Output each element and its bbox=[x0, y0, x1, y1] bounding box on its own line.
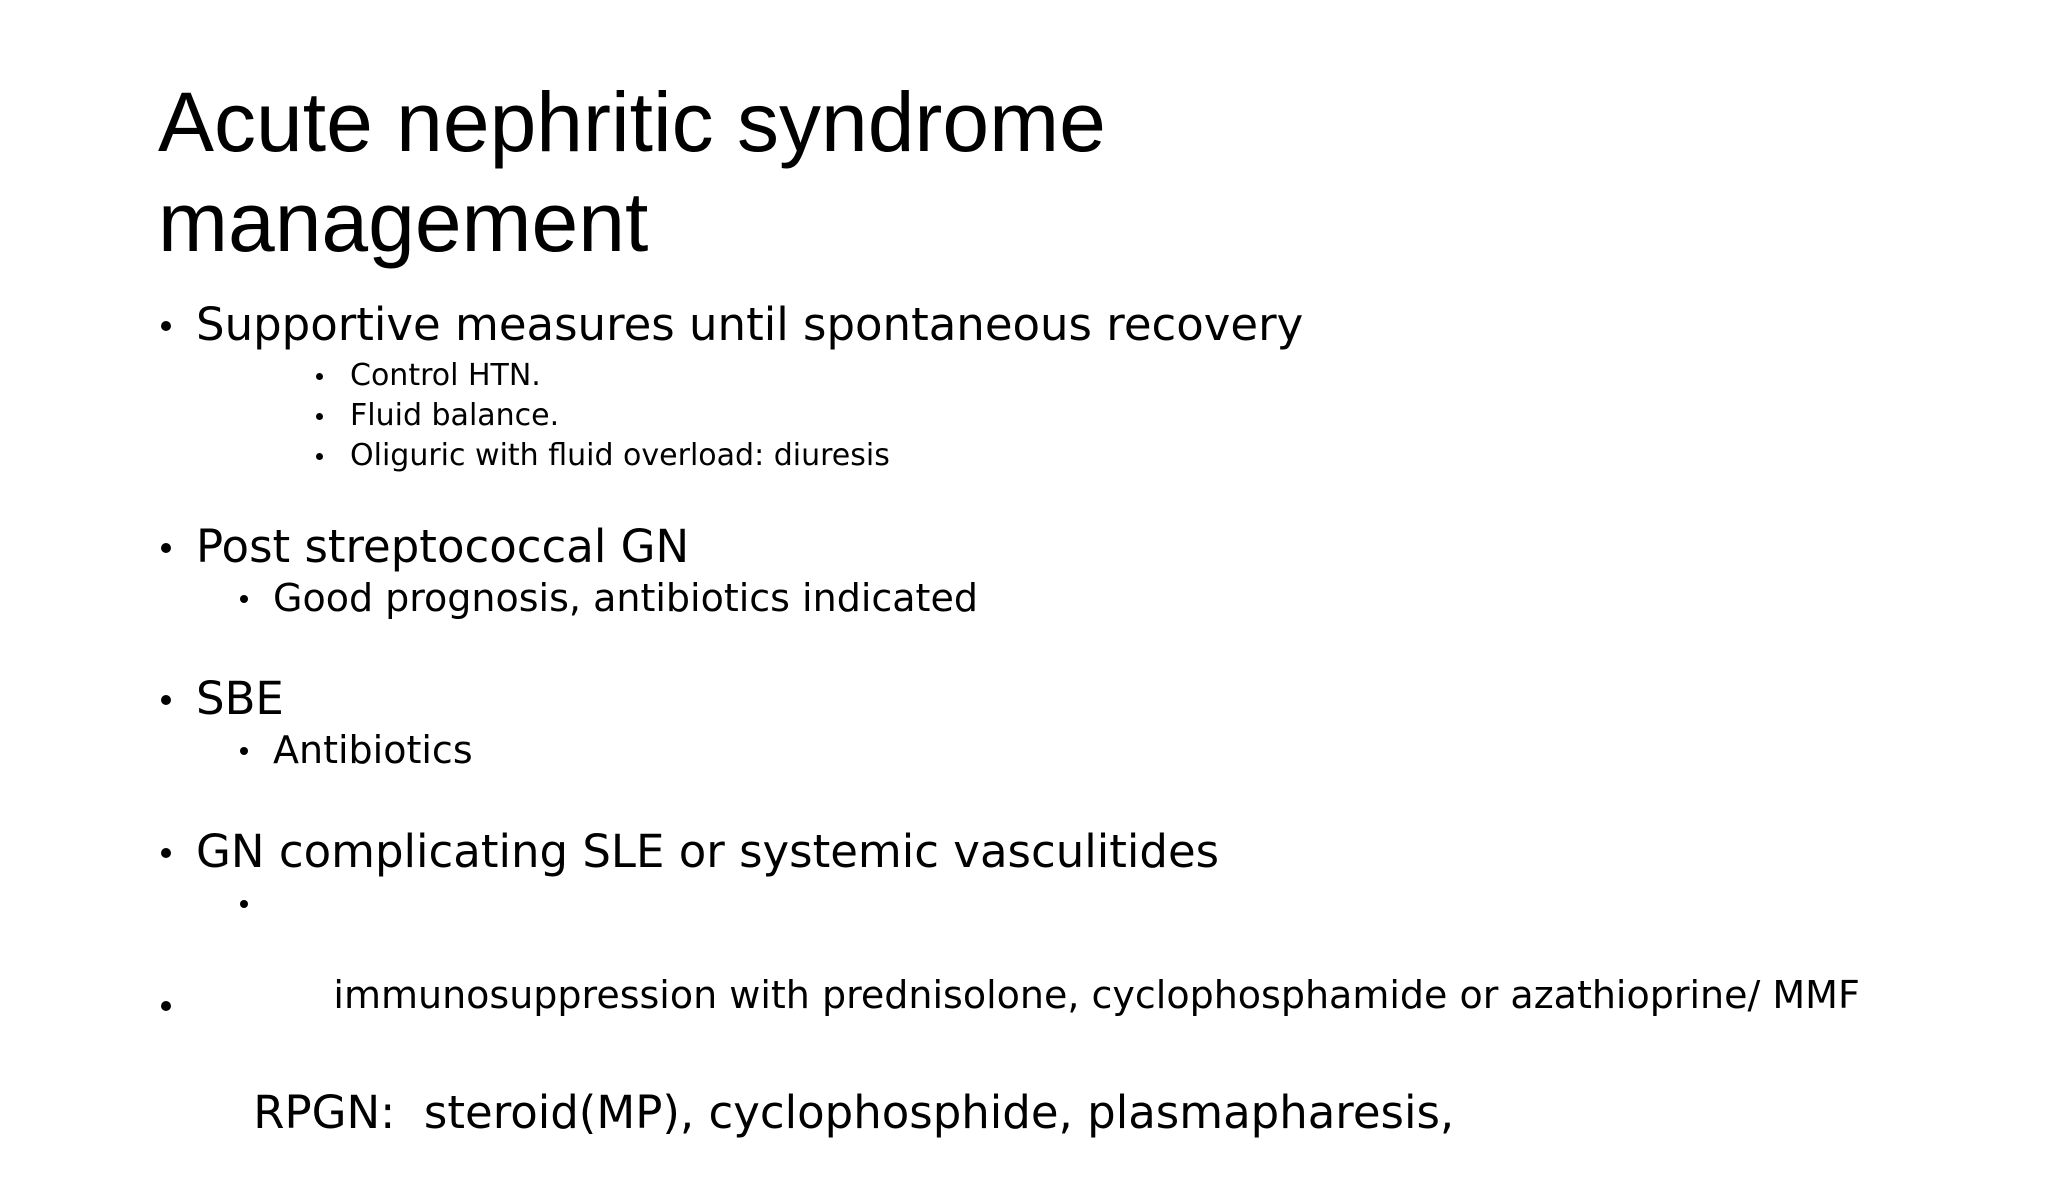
bullet-dot-icon bbox=[161, 321, 171, 331]
bullet-supportive-measures bbox=[196, 298, 1303, 352]
sub-bullet-good-prognosis bbox=[273, 575, 978, 621]
bullet-dot-icon bbox=[240, 747, 248, 755]
bullet-post-streptococcal-gn bbox=[196, 520, 689, 574]
bullet-text: RPGN: steroid(MP), cyclophosphide, plasmapharesis, bbox=[253, 1086, 1455, 1139]
bullet-dot-icon bbox=[240, 595, 248, 603]
bullet-dot-icon bbox=[161, 695, 171, 705]
sub-bullet-text: Antibiotics bbox=[273, 728, 473, 772]
bullet-dot-icon bbox=[316, 453, 323, 460]
bullet-gn-sle-vasculitides bbox=[196, 825, 1219, 879]
bullet-sbe bbox=[196, 672, 284, 726]
bullet-dot-icon bbox=[240, 900, 248, 908]
sub-bullet-text: immunosuppression with prednisolone, cyclophosphamide or azathioprine/ MMF bbox=[321, 973, 1860, 1017]
sub-bullet-control-htn bbox=[350, 357, 541, 395]
sub-bullet-text: Fluid balance. bbox=[350, 398, 560, 433]
sub-bullet-text: Good prognosis, antibiotics indicated bbox=[273, 576, 978, 620]
sub-bullet-oliguric bbox=[350, 437, 890, 475]
sub-bullet-antibiotics bbox=[273, 727, 473, 773]
slide-title-line-1: Acute nephritic syndrome bbox=[158, 75, 1106, 169]
bullet-dot-icon bbox=[316, 413, 323, 420]
bullet-text: GN complicating SLE or systemic vasculitides bbox=[196, 825, 1220, 878]
bullet-rpgn bbox=[196, 978, 1454, 1194]
sub-bullet-text: Oliguric with fluid overload: diuresis bbox=[350, 438, 890, 473]
slide-title bbox=[158, 72, 1858, 272]
slide-title-line-2: management bbox=[158, 175, 649, 269]
bullet-text: Post streptococcal GN bbox=[196, 520, 690, 573]
bullet-dot-icon bbox=[161, 848, 171, 858]
bullet-text: SBE bbox=[196, 672, 284, 725]
bullet-text: Supportive measures until spontaneous recovery bbox=[196, 298, 1304, 351]
bullet-dot-icon bbox=[161, 543, 171, 553]
bullet-dot-icon bbox=[161, 1001, 171, 1011]
bullet-dot-icon bbox=[316, 373, 323, 380]
sub-bullet-text: Control HTN. bbox=[350, 358, 541, 393]
sub-bullet-fluid-balance bbox=[350, 397, 559, 435]
